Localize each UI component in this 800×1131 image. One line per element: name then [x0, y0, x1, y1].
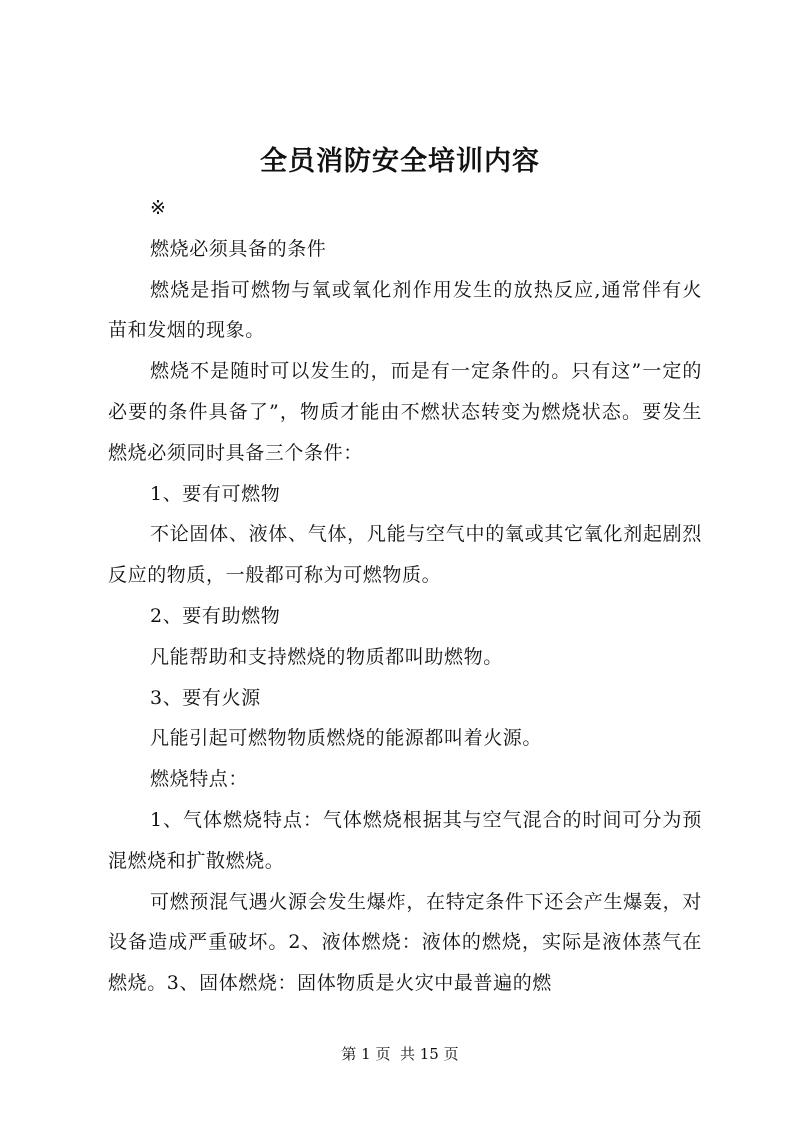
document-body	[108, 188, 702, 1004]
paragraph-item-3-text: 凡能引起可燃物物质燃烧的能源都叫着火源。	[150, 727, 543, 750]
paragraph-item-1-text: 不论固体、液体、气体，凡能与空气中的氧或其它氧化剂起剧烈反应的物质，一般都可称为可燃物质。	[108, 523, 702, 587]
page-footer	[0, 1043, 800, 1065]
paragraph-conditions-intro: 燃烧不是随时可以发生的，而是有一定条件的。只有这”一定的必要的条件具备了”，物质才能由不燃状态转变为燃烧状态。要发生燃烧必须同时具备三个条件：	[108, 360, 702, 464]
paragraph-heading-conditions: 燃烧必须具备的条件	[150, 237, 327, 260]
page-title: 全员消防安全培训内容	[260, 146, 540, 177]
paragraph-item-1-heading: 1、要有可燃物	[150, 482, 281, 505]
paragraph-features-heading: 燃烧特点：	[150, 768, 249, 791]
paragraph-premixed-liquid-solid: 可燃预混气遇火源会发生爆炸，在特定条件下还会产生爆轰，对设备造成严重破坏。2、液体燃烧：液体的燃烧，实际是液体蒸气在燃烧。3、固体燃烧：固体物质是火灾中最普遍的燃	[108, 890, 702, 995]
paragraph-definition: 燃烧是指可燃物与氧或氧化剂作用发生的放热反应,通常伴有火苗和发烟的现象。	[108, 278, 702, 342]
paragraph-item-2-heading: 2、要有助燃物	[150, 604, 281, 627]
paragraph-symbol: ※	[150, 197, 167, 219]
page-number-label: 第 1 页 共 15 页	[341, 1045, 459, 1063]
paragraph-item-3-heading: 3、要有火源	[150, 686, 261, 709]
paragraph-gas-combustion: 1、气体燃烧特点：气体燃烧根据其与空气混合的时间可分为预混燃烧和扩散燃烧。	[108, 808, 702, 872]
paragraph-item-2-text: 凡能帮助和支持燃烧的物质都叫助燃物。	[150, 645, 503, 668]
